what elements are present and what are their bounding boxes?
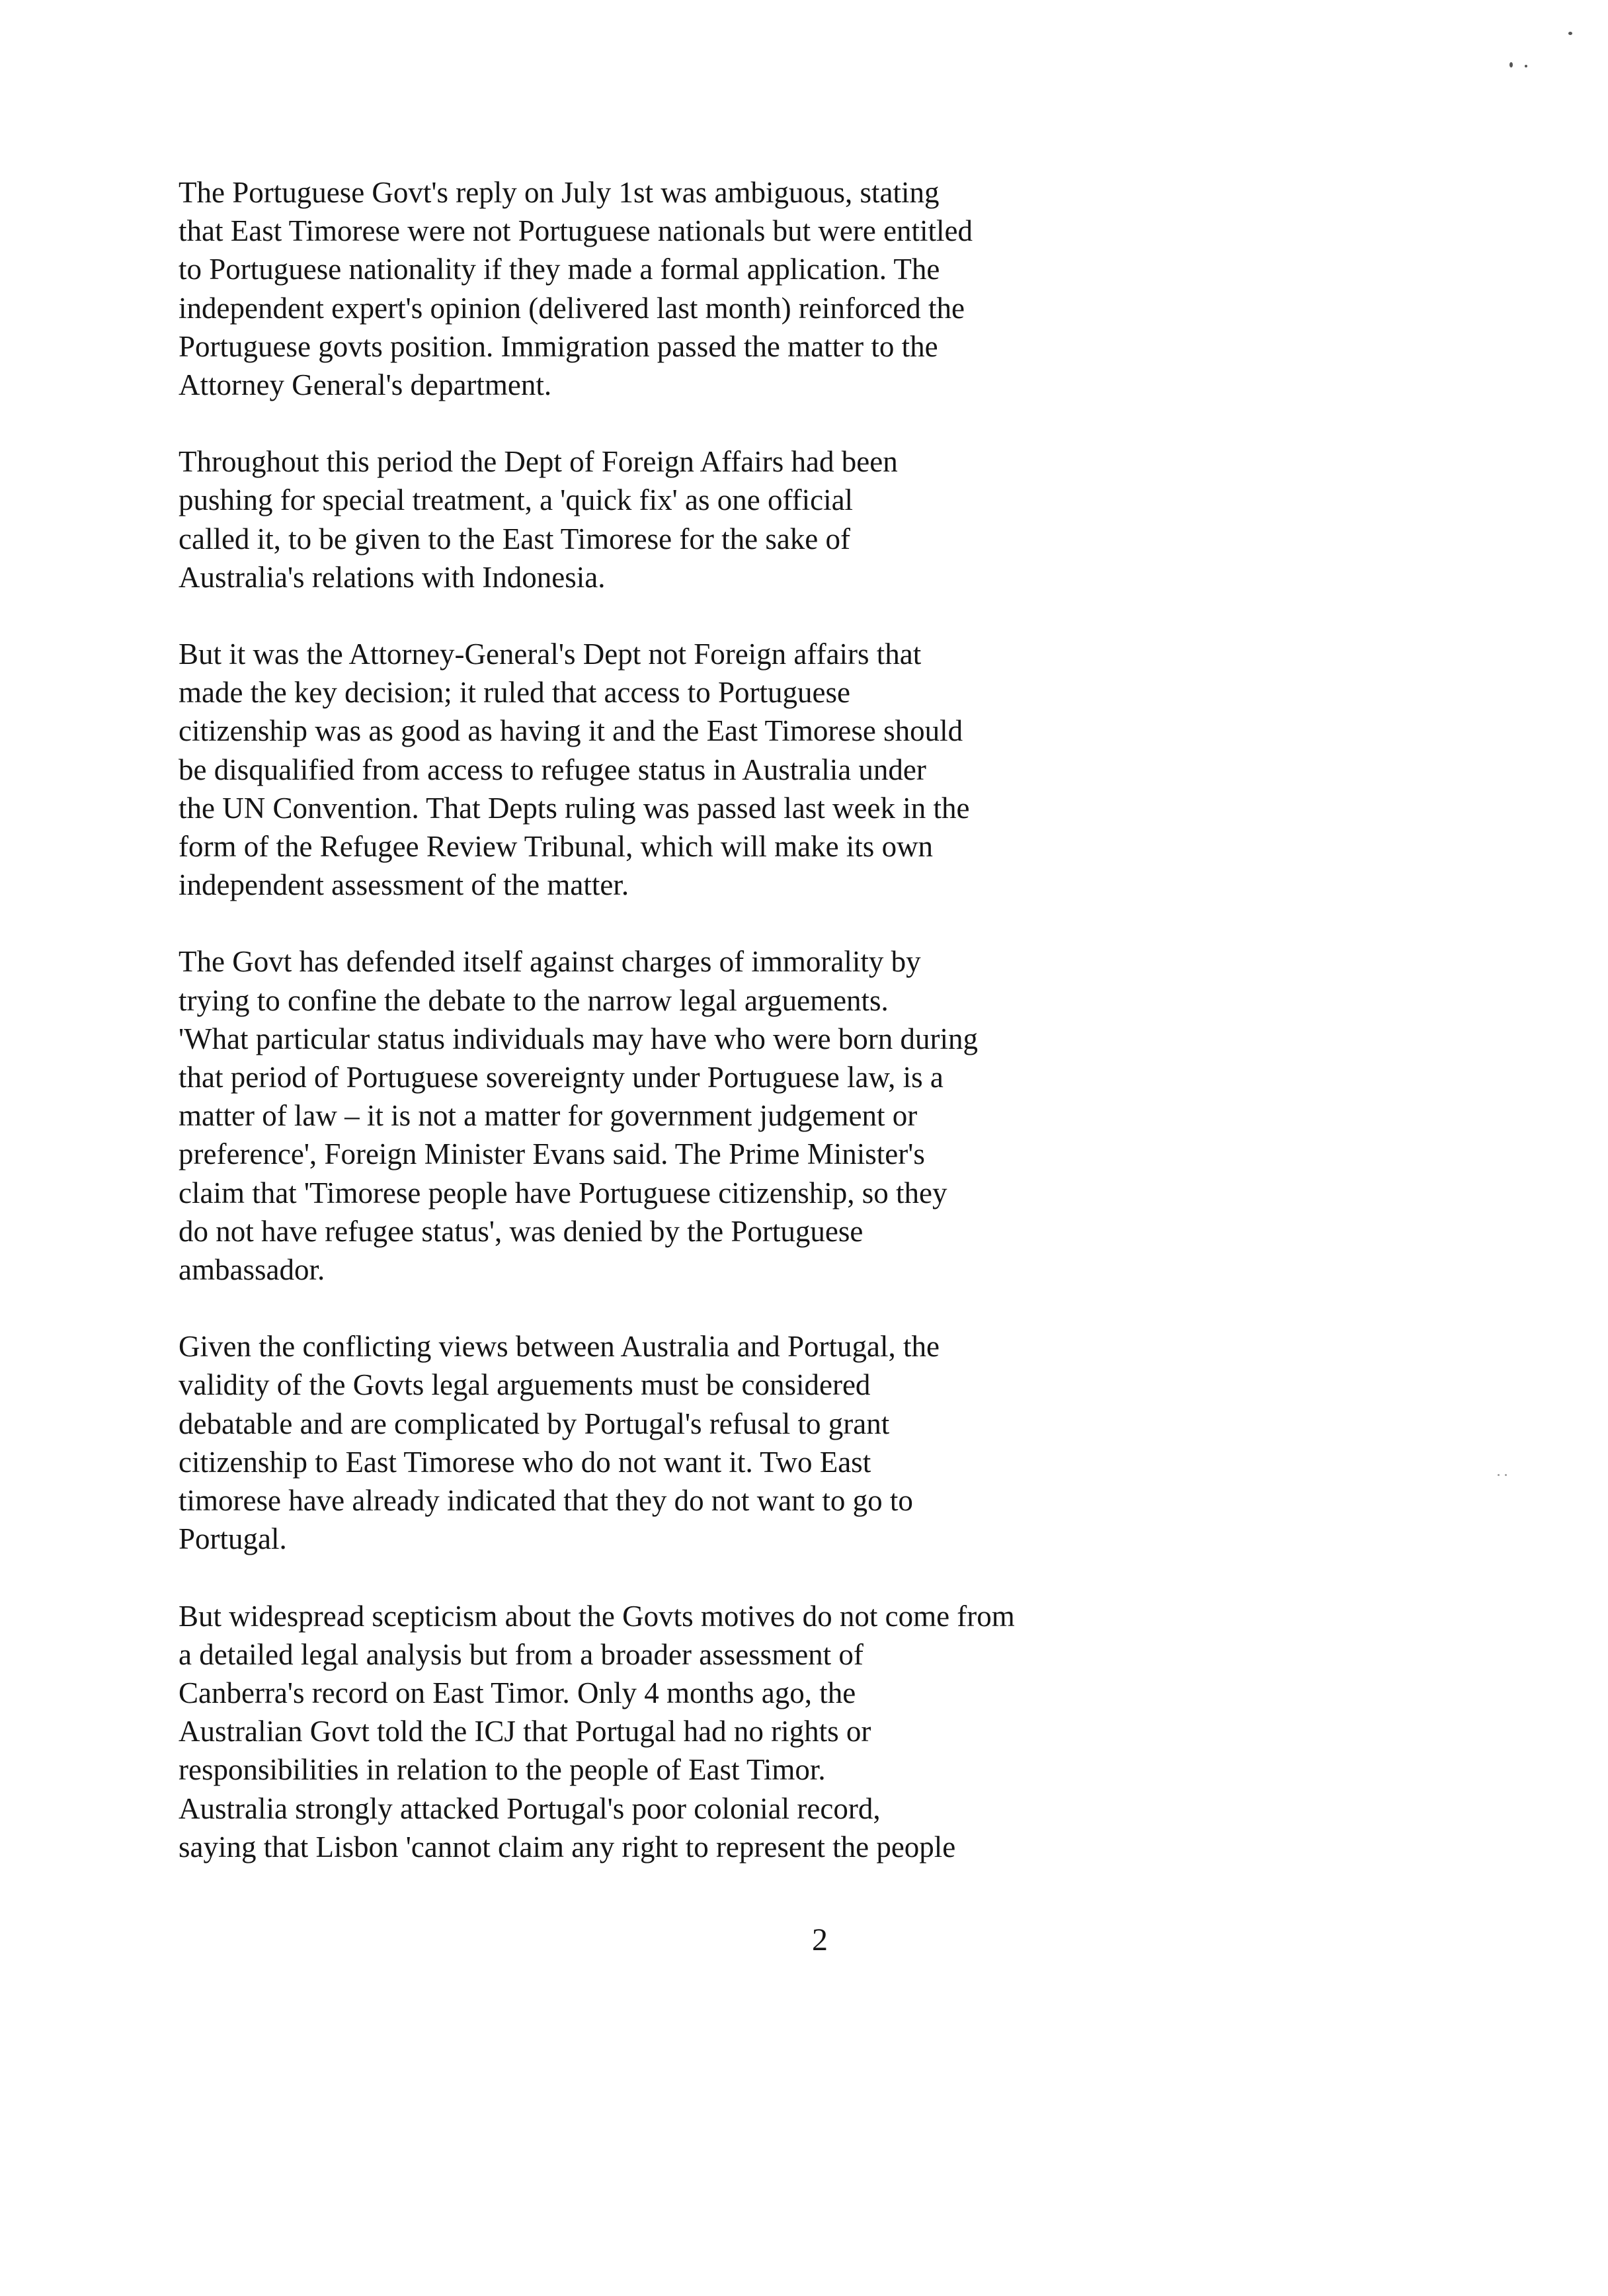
- text-line: But widespread scepticism about the Govts motives do not come from: [179, 1599, 1015, 1633]
- text-line: saying that Lisbon 'cannot claim any right to represent the people: [179, 1830, 956, 1864]
- text-line: form of the Refugee Review Tribunal, which will make its own: [179, 830, 934, 864]
- text-line: a detailed legal analysis but from a broader assessment of: [179, 1637, 864, 1671]
- text-line: be disqualified from access to refugee status in Australia under: [179, 753, 926, 786]
- text-line: made the key decision; it ruled that access to Portuguese: [179, 676, 850, 710]
- scan-speck: [1498, 1474, 1500, 1476]
- paragraph-4: [179, 942, 1170, 1289]
- text-line: 'What particular status individuals may have who were born during: [179, 1022, 979, 1055]
- text-line: matter of law – it is not a matter for government judgement or: [179, 1099, 918, 1133]
- text-line: debatable and are complicated by Portugal's refusal to grant: [179, 1407, 890, 1440]
- text-line: The Govt has defended itself against charges of immorality by: [179, 945, 921, 979]
- text-line: ambassador.: [179, 1253, 325, 1287]
- scan-speck: [1509, 62, 1513, 67]
- text-line: to Portuguese nationality if they made a formal application. The: [179, 253, 940, 286]
- text-line: validity of the Govts legal arguements must be considered: [179, 1368, 871, 1402]
- body-text: [179, 173, 1170, 1905]
- text-line: Throughout this period the Dept of Foreign Affairs had been: [179, 445, 898, 479]
- scan-speck: [1525, 65, 1527, 67]
- text-line: do not have refugee status', was denied by the Portuguese: [179, 1214, 864, 1248]
- text-line: independent assessment of the matter.: [179, 868, 629, 902]
- paragraph-2: [179, 442, 1170, 596]
- text-line: trying to confine the debate to the narrow legal arguements.: [179, 983, 889, 1017]
- text-line: claim that 'Timorese people have Portuguese citizenship, so they: [179, 1176, 947, 1210]
- text-line: Australia strongly attacked Portugal's poor colonial record,: [179, 1791, 881, 1825]
- page-number: 2: [812, 1922, 828, 1957]
- text-line: that East Timorese were not Portuguese nationals but were entitled: [179, 214, 973, 248]
- text-line: preference', Foreign Minister Evans said. The Prime Minister's: [179, 1137, 925, 1171]
- paragraph-3: [179, 635, 1170, 904]
- text-line: citizenship was as good as having it and the East Timorese should: [179, 714, 963, 748]
- text-line: called it, to be given to the East Timorese for the sake of: [179, 522, 851, 555]
- paragraph-1: [179, 173, 1170, 404]
- text-line: The Portuguese Govt's reply on July 1st was ambiguous, stating: [179, 176, 940, 209]
- text-line: that period of Portuguese sovereignty under Portuguese law, is a: [179, 1061, 944, 1094]
- text-line: independent expert's opinion (delivered last month) reinforced the: [179, 291, 965, 325]
- text-line: Canberra's record on East Timor. Only 4 months ago, the: [179, 1676, 856, 1709]
- text-line: Given the conflicting views between Australia and Portugal, the: [179, 1330, 940, 1364]
- text-line: Portugal.: [179, 1522, 287, 1556]
- text-line: the UN Convention. That Depts ruling was passed last week in the: [179, 791, 970, 825]
- text-line: Portuguese govts position. Immigration passed the matter to the: [179, 329, 938, 363]
- text-line: Australian Govt told the ICJ that Portugal had no rights or: [179, 1715, 871, 1748]
- text-line: But it was the Attorney-General's Dept not Foreign affairs that: [179, 637, 922, 671]
- paragraph-6: [179, 1597, 1170, 1866]
- text-line: responsibilities in relation to the people of East Timor.: [179, 1753, 826, 1787]
- text-line: Australia's relations with Indonesia.: [179, 560, 606, 594]
- text-line: citizenship to East Timorese who do not want it. Two East: [179, 1445, 871, 1479]
- text-line: timorese have already indicated that they do not want to go to: [179, 1484, 913, 1518]
- scan-speck: [1505, 1474, 1507, 1476]
- scan-speck: [1568, 32, 1572, 35]
- paragraph-5: [179, 1327, 1170, 1558]
- text-line: Attorney General's department.: [179, 368, 552, 402]
- text-line: pushing for special treatment, a 'quick fix' as one official: [179, 483, 854, 517]
